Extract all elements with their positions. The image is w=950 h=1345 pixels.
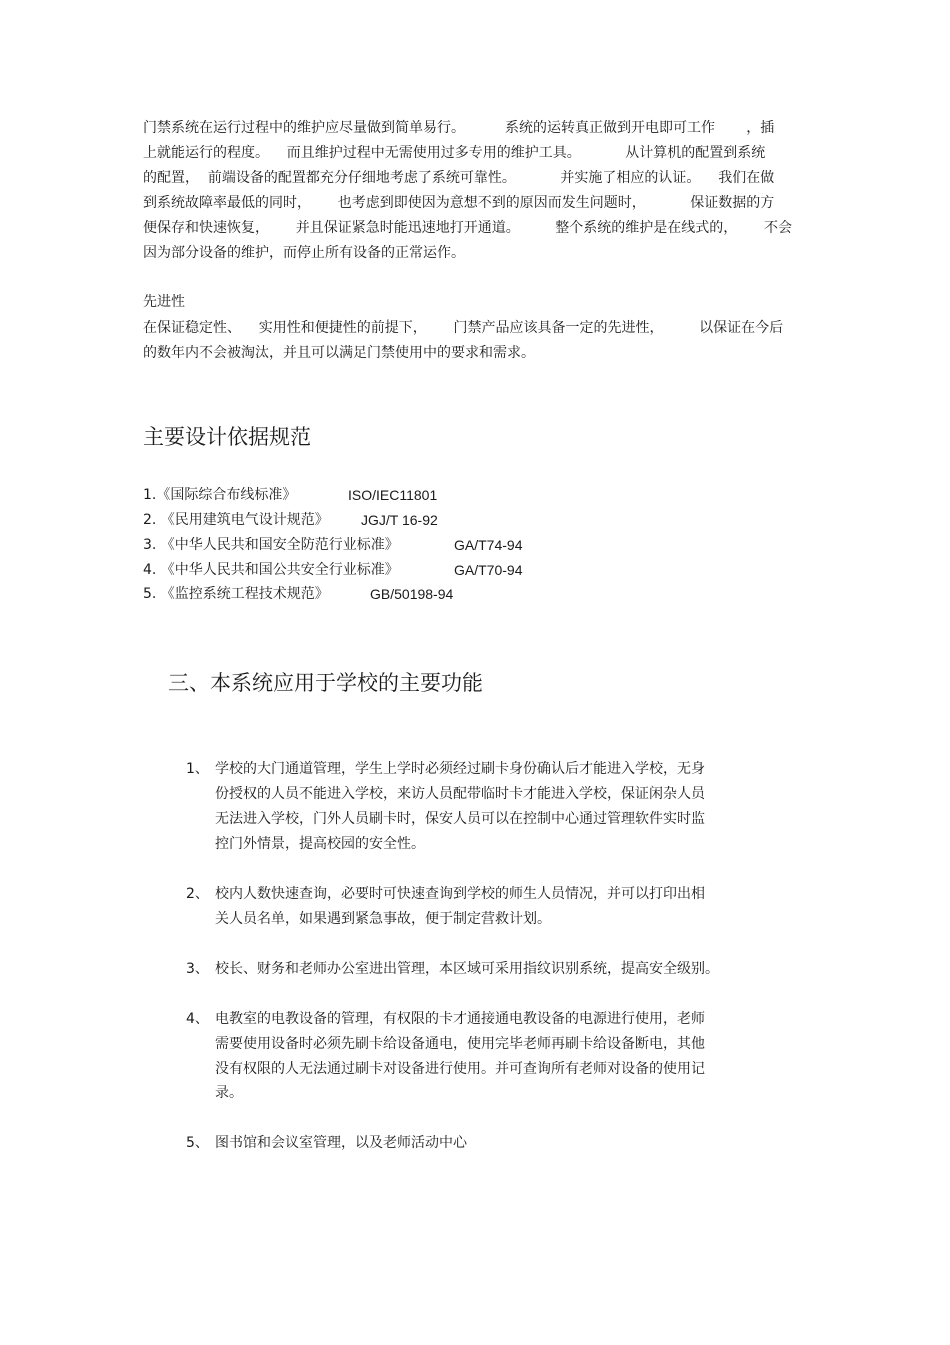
function-item-line: 校内人数快速查询，必要时可快速查询到学校的师生人员情况，并可以打印出相 xyxy=(215,886,705,902)
standards-heading: 主要设计依据规范 xyxy=(143,425,311,449)
maintenance-line: 的配置， 前端设备的配置都充分仔细地考虑了系统可靠性。 并实施了相应的认证。 我们在做 xyxy=(143,170,775,186)
function-item-number: 5、 xyxy=(186,1135,209,1151)
standard-item-label: 1.《国际综合布线标准》 xyxy=(143,487,297,503)
function-item-line: 控门外情景，提高校园的安全性。 xyxy=(215,836,425,852)
function-item-line: 图书馆和会议室管理，以及老师活动中心 xyxy=(215,1135,467,1151)
function-item-number: 1、 xyxy=(186,761,209,777)
maintenance-line: 门禁系统在运行过程中的维护应尽量做到简单易行。 系统的运转真正做到开电即可工作 ，插 xyxy=(143,120,775,136)
function-item-line: 无法进入学校，门外人员刷卡时，保安人员可以在控制中心通过管理软件实时监 xyxy=(215,811,705,827)
function-item-line: 需要使用设备时必须先刷卡给设备通电，使用完毕老师再刷卡给设备断电，其他 xyxy=(215,1036,705,1052)
function-item-line: 电教室的电教设备的管理，有权限的卡才通接通电教设备的电源进行使用，老师 xyxy=(215,1011,705,1027)
functions-heading: 三、本系统应用于学校的主要功能 xyxy=(168,671,483,695)
function-item-line: 校长、财务和老师办公室进出管理，本区域可采用指纹识别系统，提高安全级别。 xyxy=(215,961,719,977)
standard-item-label: 3. 《中华人民共和国安全防范行业标准》 xyxy=(143,537,399,553)
maintenance-line: 便保存和快速恢复， 并且保证紧急时能迅速地打开通道。 整个系统的维护是在线式的， 不会 xyxy=(143,220,793,236)
function-item-number: 3、 xyxy=(186,961,209,977)
function-item-line: 学校的大门通道管理，学生上学时必须经过刷卡身份确认后才能进入学校，无身 xyxy=(215,761,705,777)
standard-item-code: GA/T70-94 xyxy=(454,562,523,578)
maintenance-line: 因为部分设备的维护，而停止所有设备的正常运作。 xyxy=(143,245,465,261)
standard-item-label: 4. 《中华人民共和国公共安全行业标准》 xyxy=(143,562,399,578)
advanced-line: 在保证稳定性、 实用性和便捷性的前提下， 门禁产品应该具备一定的先进性， 以保证在今后 xyxy=(143,320,784,336)
function-item-number: 4、 xyxy=(186,1011,209,1027)
standard-item-label: 2. 《民用建筑电气设计规范》 xyxy=(143,512,329,528)
maintenance-line: 上就能运行的程度。 而且维护过程中无需使用过多专用的维护工具。 从计算机的配置到系统 xyxy=(143,145,766,161)
advanced-line: 的数年内不会被淘汰，并且可以满足门禁使用中的要求和需求。 xyxy=(143,345,535,361)
function-item-line: 没有权限的人无法通过刷卡对设备进行使用。并可查询所有老师对设备的使用记 xyxy=(215,1061,705,1077)
advanced-title: 先进性 xyxy=(143,294,185,310)
maintenance-line: 到系统故障率最低的同时， 也考虑到即使因为意想不到的原因而发生问题时， 保证数据的方 xyxy=(143,195,775,211)
function-item-line: 录。 xyxy=(215,1085,243,1101)
standard-item-code: JGJ/T 16-92 xyxy=(361,512,438,528)
standard-item-code: GA/T74-94 xyxy=(454,537,523,553)
standard-item-label: 5. 《监控系统工程技术规范》 xyxy=(143,586,329,602)
function-item-line: 关人员名单，如果遇到紧急事故，便于制定营救计划。 xyxy=(215,911,551,927)
function-item-number: 2、 xyxy=(186,886,209,902)
standard-item-code: GB/50198-94 xyxy=(370,586,454,602)
standard-item-code: ISO/IEC11801 xyxy=(348,487,438,503)
function-item-line: 份授权的人员不能进入学校，来访人员配带临时卡才能进入学校，保证闲杂人员 xyxy=(215,786,705,802)
